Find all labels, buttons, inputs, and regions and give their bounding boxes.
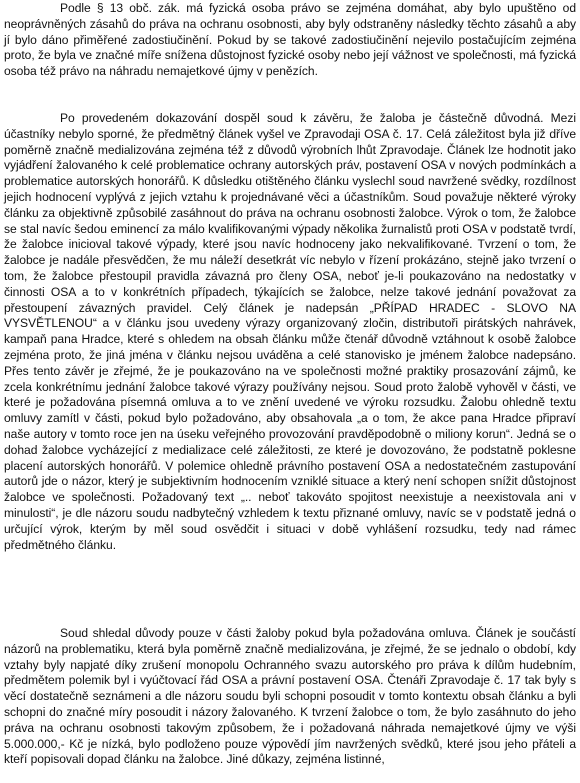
paragraph-court-findings: Po provedeném dokazování dospěl soud k závěru, že žaloba je částečně důvodná. Mezi účastníky nebylo sporné, že předmětný článek vyšel ve Zpravodaji OSA č. 17. Celá záležitost byla již dříve poměrně značně medializována zejména též z důvodů výrobních lhůt Zpravodaje. Článek lze hodnotit jako vyjádření žalovaného k celé problematice ochrany autorských práv, postavení OSA v nových podmínkách a problematice autorských honorářů. K důsledku otištěného článku vyslechl soud navržené svědky, rozdílnost jejich hodnocení vyplývá z jejich vztahu k projednávané věci a účastníkům. Soud považuje některé výroky článku za objektivně způsobilé zasáhnout do práva na ochranu osobnosti žalobce. Výrok o tom, že žalobce se stal navíc šedou eminencí za málo kvalifikovanými výpady několika žurnalistů proti OSA v podstatě tvrdí, že žalobce inicioval takové výpady, které jsou navíc hodnoceny jako nekvalifikované. Tvrzení o tom, že žalobce je nadále přesvědčen, že mu náleží desetkrát víc nebylo v řízení prokázáno, stejně jako tvrzení o tom, že žalobce přestoupil pravidla závazná pro členy OSA, neboť je-li poukazováno na nedostatky v činnosti OSA a to v konkrétních případech, týkajících se žalobce, nelze takové jednání považovat za přestoupení závazných pravidel. Celý článek je nadepsán „PŘÍPAD HRADEC - SLOVO NA VYSVĚTLENOU“ a v článku jsou uvedeny výrazy organizovaný zločin, distributoři pirátských nahrávek, kampaň pana Hradce, které s ohledem na obsah článku může čtenář důvodně vztáhnout k osobě žalobce zejména proto, že jiná jména v článku nejsou uváděna a celé stanovisko je jménem žalobce nadepsáno. Přes tento závěr je zřejmé, že je poukazováno na ve společnosti možné praktiky prosazování zájmů, ke zcela konkrétnímu jednání žalobce takové výrazy používány nejsou. Soud proto žalobě vyhověl v části, ve které je požadována písemná omluva a to ve znění uvedené ve výroku rozsudku. Žalobu ohledně textu omluvy zamítl v části, pokud bylo požadováno, aby obsahovala „a o tom, že akce pana Hradce připraví naše autory v tomto roce jen na úseku veřejného provozování pravděpodobně o miliony korun“. Jedná se o dohad žalobce vycházející z medializace celé záležitosti, ze které je dovozováno, že podstatně poklesne placení autorských honorářů. V polemice ohledně právního postavení OSA a nedostatečném zastupování autorů jde o názor, který je subjektivním hodnocením vzniklé situace a který není schopen snížit důstojnost žalobce ve společnosti. Požadovaný text „.. neboť takováto spojitost neexistuje a neexistovala ani v minulosti“, je dle názoru soudu nadbytečný vzhledem k textu přiznané omluvy, navíc se v podstatě jedná o určující výrok, kterým by měl soud osvědčit i situaci v době vyhlášení rozsudku, tedy nad rámec předmětného článku. <box>4 111 576 552</box>
paragraph-court-reasoning: Soud shledal důvody pouze v části žaloby pokud byla požadována omluva. Článek je součástí názorů na problematiku, která byla poměrně značně medializována, je zřejmé, že se jednalo o období, kdy vztahy byly napjaté díky zrušení monopolu Ochranného svazu autorského pro práva k dílům hudebním, předmětem polemik byl i vyúčtovací řád OSA a právní postavení OSA. Čtenáři Zpravodaje č. 17 tak byly s věcí dostatečně seznámeni a dle názoru soudu byli schopni posoudit v tomto kontextu obsah článku a byli schopni do značné míry posoudit i názory žalovaného. K tvrzení žalobce o tom, že bylo zasáhnuto do jeho práva na ochranu osobnosti takovým způsobem, že i požadovaná náhrada nemajetkové újmy ve výši 5.000.000,- Kč je nízká, bylo podloženo pouze výpovědí jím navržených svědků, které jsou jeho přáteli a kteří popisovali dopad článku na žalobce. Jiné důkazy, zejména listinné, <box>4 626 576 767</box>
paragraph-legal-basis: Podle § 13 obč. zák. má fyzická osoba právo se zejména domáhat, aby bylo upuštěno od neoprávněných zásahů do práva na ochranu osobnosti, aby byly odstraněny následky těchto zásahů a aby jí bylo dáno přiměřené zadostiučinění. Pokud by se takové zadostiučinění nejevilo postačujícím zejména proto, že byla ve značné míře snížena důstojnost fyzické osoby nebo její vážnost ve společnosti, má fyzická osoba též právo na náhradu nemajetkové újmy v penězích. <box>4 1 576 79</box>
